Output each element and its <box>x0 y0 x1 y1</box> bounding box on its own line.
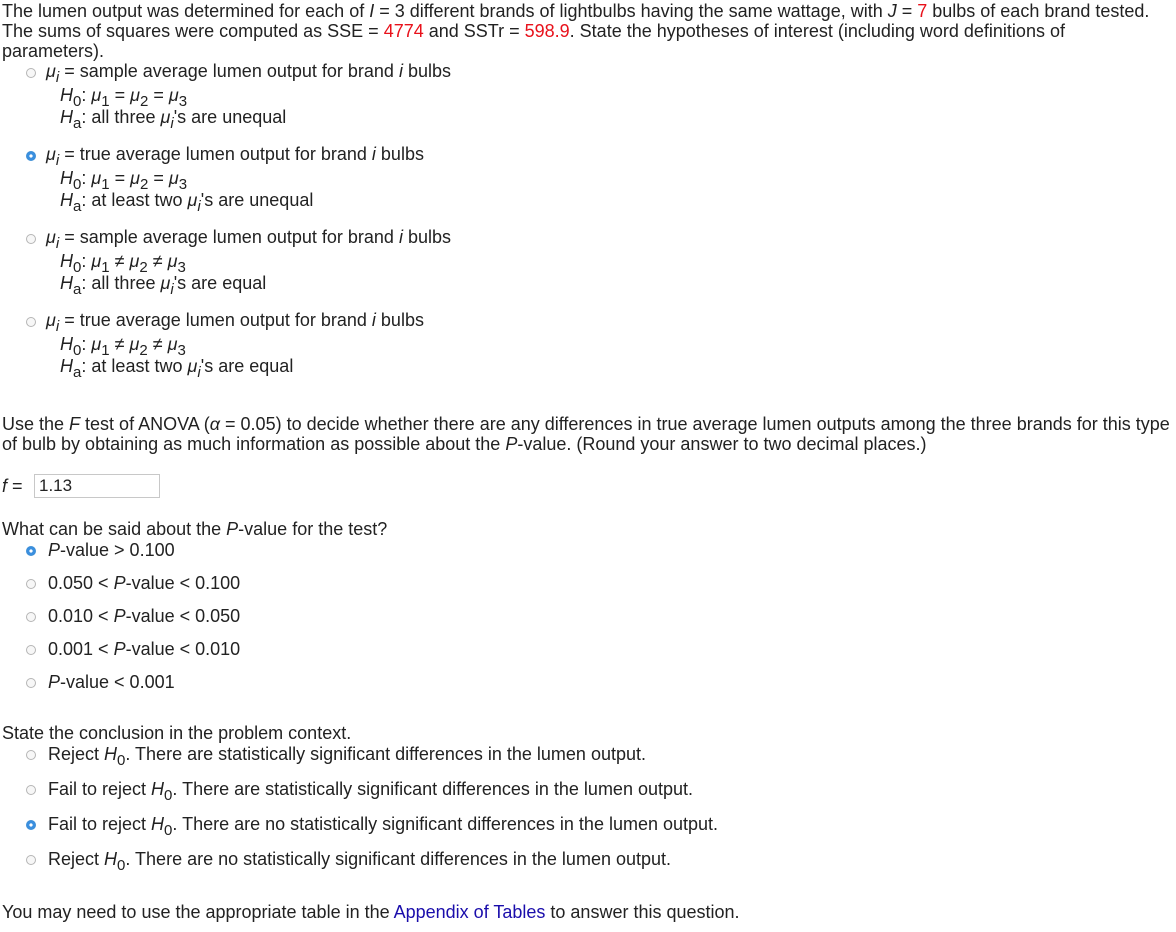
H0-subscript: 0 <box>164 787 173 804</box>
definition-text: = sample average lumen output for brand <box>59 227 399 247</box>
H0-symbol: H <box>151 779 165 799</box>
intro-text-6: . State the hypotheses of interest (including word definitions of parameters). <box>2 21 1065 61</box>
pvalue-radio-5[interactable] <box>26 678 36 688</box>
null-hypothesis-value: $\mu_1 \ne \mu_2 \ne \mu_3$ <box>91 334 186 359</box>
H0-symbol: H <box>104 849 118 869</box>
subscript-i: i <box>55 235 60 252</box>
conclusion-radio-3[interactable] <box>26 820 36 830</box>
hypothesis-radio-3[interactable] <box>26 234 36 244</box>
alternative-hypothesis: $H_a$: at least two $\mu_i's$ are equal <box>60 356 294 381</box>
H0-subscript: 0 <box>117 752 126 769</box>
conclusion-question: State the conclusion in the problem context. <box>2 723 352 743</box>
definition-suffix: bulbs <box>375 144 424 164</box>
alternative-hypothesis: $H_a$: all three $\mu_i's$ are equal <box>60 273 267 298</box>
conclusion-option-label <box>48 744 646 769</box>
definition-suffix: bulbs <box>402 227 451 247</box>
conclusion-radio-2[interactable] <box>26 785 36 795</box>
pvalue-radio-1[interactable] <box>26 546 36 556</box>
H0-subscript: 0 <box>117 857 126 874</box>
definition-index: i <box>371 144 376 164</box>
footer-text-2: to answer this question. <box>545 902 740 922</box>
pvalue-question-text-1: What can be said about the <box>2 519 227 539</box>
alternative-hypothesis-value: : at least two $\mu_i's$ are equal <box>81 356 294 381</box>
pvalue-question <box>2 519 1170 539</box>
ftest-F-symbol: F <box>69 414 81 434</box>
f-symbol: f <box>2 476 8 496</box>
hypothesis-definition <box>46 144 424 169</box>
H0-subscript: 0 <box>164 822 173 839</box>
conclusion-option-label <box>48 849 672 874</box>
alternative-hypothesis: $H_a$: at least two $\mu_i's$ are unequal <box>60 190 314 215</box>
definition-text: = true average lumen output for brand <box>59 310 372 330</box>
hypothesis-definition <box>46 61 451 86</box>
hypothesis-radio-4[interactable] <box>26 317 36 327</box>
alternative-hypothesis-value: : all three $\mu_i's$ are unequal <box>81 107 287 132</box>
subscript-i: i <box>55 69 60 86</box>
definition-index: i <box>398 61 403 81</box>
ftest-alpha-symbol: α <box>209 414 221 434</box>
intro-text-5: and SSTr = <box>423 21 525 41</box>
pvalue-question-text-2: -value for the test? <box>238 519 388 539</box>
pvalue-radio-4[interactable] <box>26 645 36 655</box>
conclusion-prefix: Reject <box>48 849 105 869</box>
intro-sstr-value: 598.9 <box>524 21 570 41</box>
f-equals: = <box>7 476 23 496</box>
intro-text-2: = 3 different brands of lightbulbs having the same wattage, with <box>374 1 888 21</box>
pvalue-question-P: P <box>226 519 239 539</box>
ftest-text-3: = 0.05) to decide whether there are any differences in true average lumen outputs among the three brands for this type of bulb by obtaining as much information as possible about the <box>2 414 1170 454</box>
footer-text-1: You may need to use the appropriate table in the <box>2 902 394 922</box>
null-hypothesis: $H_0$: $\mu_1 = \mu_2 = \mu_3$ <box>60 85 188 110</box>
H0-symbol: H <box>104 744 118 764</box>
conclusion-prefix: Fail to reject <box>48 779 152 799</box>
null-hypothesis-value: $\mu_1 \ne \mu_2 \ne \mu_3$ <box>91 251 186 276</box>
intro-J-symbol: J <box>887 1 897 21</box>
f-label <box>2 476 23 496</box>
null-hypothesis: $H_0$: $\mu_1 = \mu_2 = \mu_3$ <box>60 168 188 193</box>
intro-text-1: The lumen output was determined for each of <box>2 1 370 21</box>
conclusion-suffix: . There are statistically significant differences in the lumen output. <box>172 779 694 799</box>
pvalue-option-label: P-value > 0.100 <box>48 540 175 560</box>
conclusion-radio-1[interactable] <box>26 750 36 760</box>
pvalue-option-label: 0.010 < P-value < 0.050 <box>48 606 241 626</box>
ftest-question <box>2 414 1170 454</box>
conclusion-prefix: Fail to reject <box>48 814 152 834</box>
conclusion-suffix: . There are no statistically significant differences in the lumen output. <box>125 849 672 869</box>
pvalue-radio-2[interactable] <box>26 579 36 589</box>
conclusion-suffix: . There are no statistically significant differences in the lumen output. <box>172 814 719 834</box>
definition-suffix: bulbs <box>402 61 451 81</box>
conclusion-option-label <box>48 779 694 804</box>
definition-text: = sample average lumen output for brand <box>59 61 399 81</box>
appendix-link[interactable]: Appendix of Tables <box>393 902 546 922</box>
alternative-hypothesis-value: : at least two $\mu_i's$ are unequal <box>81 190 314 215</box>
ftest-P-symbol: P <box>505 434 518 454</box>
definition-text: = true average lumen output for brand <box>59 144 372 164</box>
pvalue-option-label: 0.001 < P-value < 0.010 <box>48 639 241 659</box>
subscript-i: i <box>55 318 60 335</box>
conclusion-suffix: . There are statistically significant differences in the lumen output. <box>125 744 646 764</box>
f-value-input[interactable]: 1.13 <box>34 474 160 498</box>
hypothesis-radio-1[interactable] <box>26 68 36 78</box>
pvalue-radio-3[interactable] <box>26 612 36 622</box>
null-hypothesis: $H_0$: $\mu_1 \ne \mu_2 \ne \mu_3$ <box>60 251 186 276</box>
alternative-hypothesis: $H_a$: all three $\mu_i's$ are unequal <box>60 107 287 132</box>
H0-symbol: H <box>151 814 165 834</box>
footer-note <box>2 902 1170 922</box>
ftest-text-4: -value. (Round your answer to two decimal places.) <box>517 434 927 454</box>
null-hypothesis-value: $\mu_1 = \mu_2 = \mu_3$ <box>91 85 188 110</box>
alternative-hypothesis-value: : all three $\mu_i's$ are equal <box>81 273 267 298</box>
conclusion-prefix: Reject <box>48 744 105 764</box>
mu-symbol: μ <box>46 144 56 164</box>
intro-I-symbol: I <box>369 1 375 21</box>
definition-index: i <box>371 310 376 330</box>
hypothesis-definition <box>46 310 424 335</box>
definition-suffix: bulbs <box>375 310 424 330</box>
intro-text-3: = <box>896 1 918 21</box>
problem-intro <box>2 1 1170 61</box>
ftest-text-2: test of ANOVA ( <box>80 414 210 434</box>
mu-symbol: μ <box>46 227 56 247</box>
conclusion-option-label <box>48 814 719 839</box>
pvalue-option-label: 0.050 < P-value < 0.100 <box>48 573 241 593</box>
pvalue-option-label: P-value < 0.001 <box>48 672 175 692</box>
subscript-i: i <box>55 152 60 169</box>
mu-symbol: μ <box>46 61 56 81</box>
null-hypothesis: $H_0$: $\mu_1 \ne \mu_2 \ne \mu_3$ <box>60 334 186 359</box>
hypothesis-radio-2[interactable] <box>26 151 36 161</box>
intro-sse-value: 4774 <box>383 21 424 41</box>
definition-index: i <box>398 227 403 247</box>
intro-text-4: bulbs of each brand tested. The sums of squares were computed as SSE = <box>2 1 1150 41</box>
null-hypothesis-value: $\mu_1 = \mu_2 = \mu_3$ <box>91 168 188 193</box>
hypothesis-definition <box>46 227 451 252</box>
conclusion-radio-4[interactable] <box>26 855 36 865</box>
ftest-text-1: Use the <box>2 414 70 434</box>
intro-J-value: 7 <box>917 1 928 21</box>
mu-symbol: μ <box>46 310 56 330</box>
